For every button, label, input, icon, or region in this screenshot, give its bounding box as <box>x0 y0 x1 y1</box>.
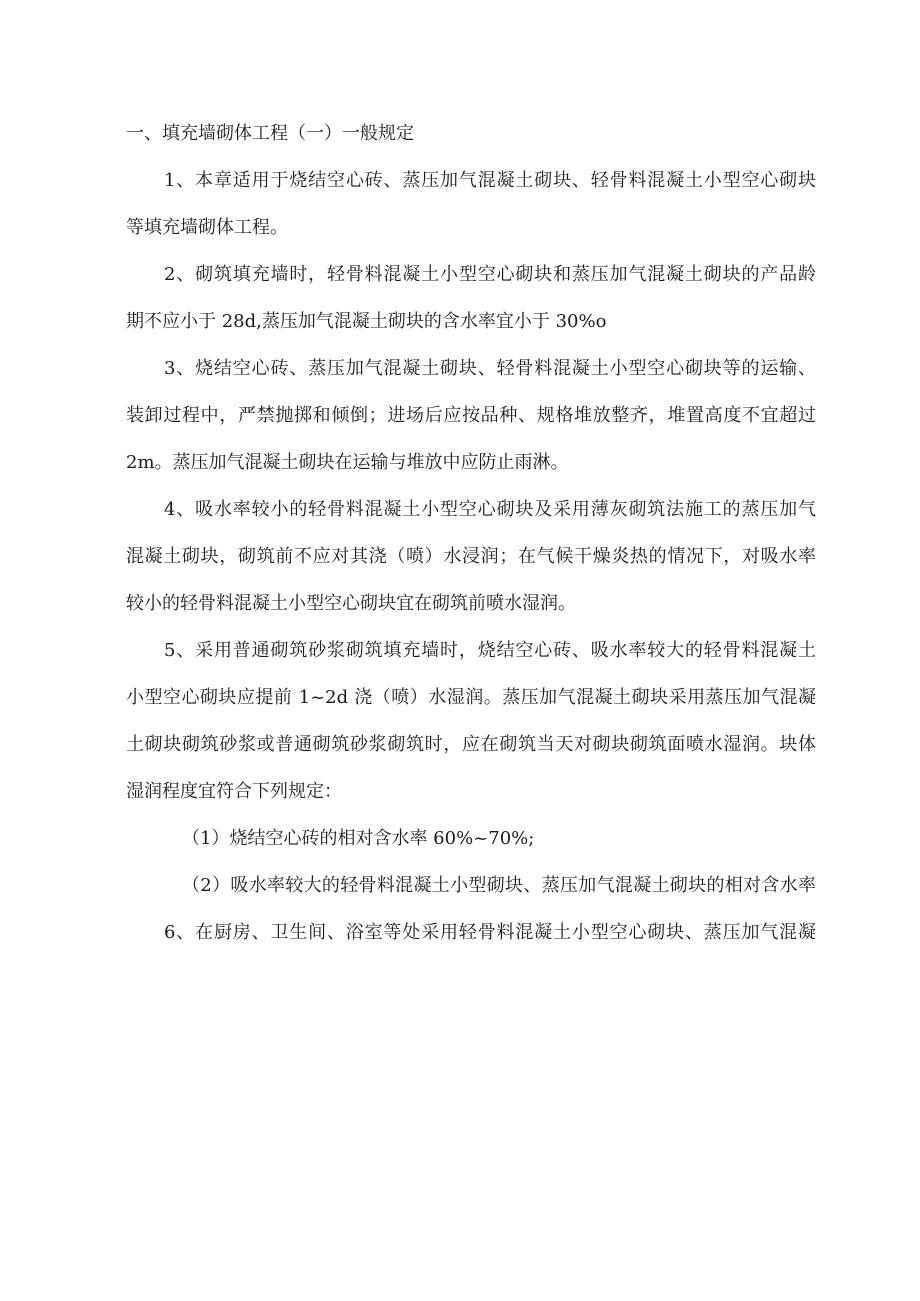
paragraph-line: 装卸过程中，严禁抛掷和倾倒；进场后应按品种、规格堆放整齐，堆置高度不宜超过 <box>126 405 816 426</box>
list-item: （1）烧结空心砖的相对含水率 60%~70%; <box>182 828 535 849</box>
paragraph-line: 2m。蒸压加气混凝土砌块在运输与堆放中应防止雨淋。 <box>126 452 569 473</box>
paragraph-line: 较小的轻骨料混凝土小型空心砌块宜在砌筑前喷水湿润。 <box>126 593 576 614</box>
section-heading: 一、填充墙砌体工程（一）一般规定 <box>126 123 414 144</box>
paragraph-line: 4、吸水率较小的轻骨料混凝土小型空心砌块及采用薄灰砌筑法施工的蒸压加气 <box>164 499 816 520</box>
list-item: （2）吸水率较大的轻骨料混凝土小型砌块、蒸压加气混凝土砌块的相对含水率 <box>182 875 816 896</box>
paragraph-line: 5、采用普通砌筑砂浆砌筑填充墙时，烧结空心砖、吸水率较大的轻骨料混凝土 <box>164 640 816 661</box>
paragraph-line: 1、本章适用于烧结空心砖、蒸压加气混凝土砌块、轻骨料混凝土小型空心砌块 <box>164 170 816 191</box>
paragraph-line: 小型空心砌块应提前 1~2d 浇（喷）水湿润。蒸压加气混凝土砌块采用蒸压加气混凝 <box>126 687 816 708</box>
document-body <box>126 110 816 956</box>
paragraph-line: 期不应小于 28d,蒸压加气混凝土砌块的含水率宜小于 30%o <box>126 311 607 332</box>
paragraph-line: 2、砌筑填充墙时，轻骨料混凝土小型空心砌块和蒸压加气混凝土砌块的产品龄 <box>164 264 816 285</box>
paragraph-line: 土砌块砌筑砂浆或普通砌筑砂浆砌筑时，应在砌筑当天对砌块砌筑面喷水湿润。块体 <box>126 734 816 755</box>
paragraph-line: 混凝土砌块，砌筑前不应对其浇（喷）水浸润；在气候干燥炎热的情况下，对吸水率 <box>126 546 816 567</box>
paragraph-line: 等填充墙砌体工程。 <box>126 217 288 238</box>
paragraph-line: 3、烧结空心砖、蒸压加气混凝土砌块、轻骨料混凝土小型空心砌块等的运输、 <box>164 358 816 379</box>
paragraph-line: 湿润程度宜符合下列规定： <box>126 781 342 802</box>
paragraph-line: 6、在厨房、卫生间、浴室等处采用轻骨料混凝土小型空心砌块、蒸压加气混凝 <box>164 922 816 943</box>
